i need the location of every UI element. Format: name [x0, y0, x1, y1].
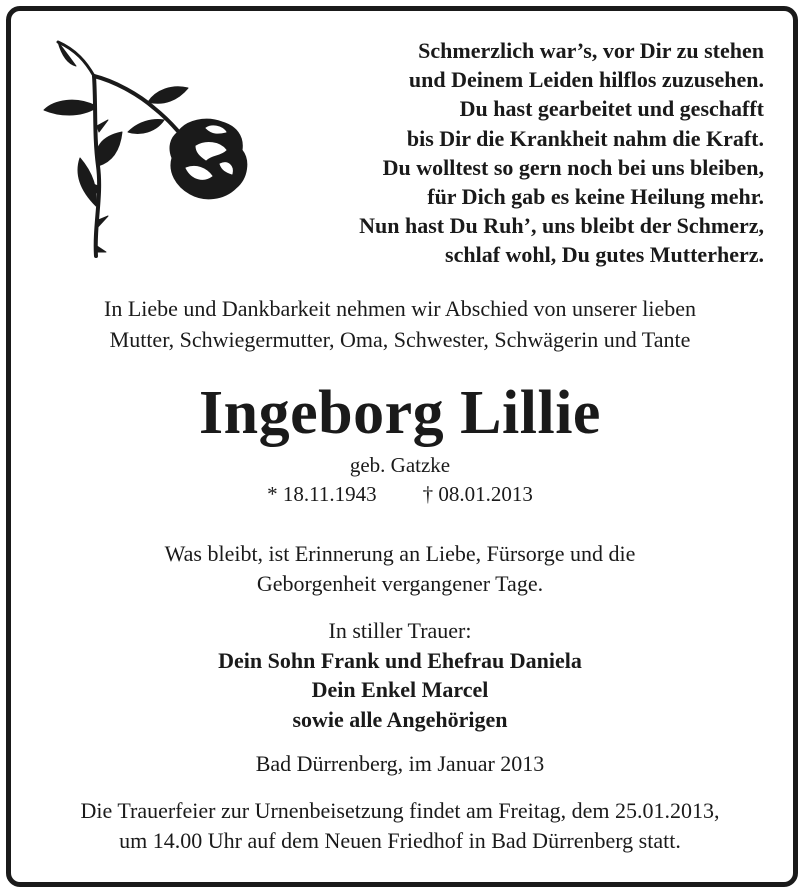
memorial-quote: [0, 539, 800, 598]
funeral-line: um 14.00 Uhr auf dem Neuen Friedhof in Bad Dürrenberg statt.: [119, 827, 681, 853]
rose-icon: [36, 36, 266, 266]
intro-text: [0, 293, 800, 355]
poem-line: Du wolltest so gern noch bei uns bleiben,: [382, 154, 764, 180]
poem: [244, 36, 764, 270]
quote-line: Was bleibt, ist Erinnerung an Liebe, Fürsorge und die: [164, 541, 636, 566]
mourner-line: Dein Enkel Marcel: [311, 677, 489, 702]
poem-line: bis Dir die Krankheit nahm die Kraft.: [406, 125, 764, 151]
quote-line: Geborgenheit vergangener Tage.: [256, 570, 544, 596]
mourner-line: Dein Sohn Frank und Ehefrau Daniela: [218, 647, 582, 673]
life-dates: [0, 481, 800, 507]
birth-date: * 18.11.1943: [267, 482, 377, 506]
poem-line: für Dich gab es keine Heilung mehr.: [427, 184, 764, 210]
mourning-heading: In stiller Trauer:: [328, 618, 472, 643]
death-date: † 08.01.2013: [422, 482, 533, 506]
place-date: Bad Dürrenberg, im Januar 2013: [255, 751, 545, 776]
funeral-line: Die Trauerfeier zur Urnenbeisetzung findet am Freitag, dem 25.01.2013,: [80, 798, 720, 823]
deceased-name: Ingeborg Lillie: [199, 379, 601, 447]
poem-line: Du hast gearbeitet und geschafft: [459, 96, 764, 122]
intro-line: In Liebe und Dankbarkeit nehmen wir Abschied von unserer lieben: [104, 296, 696, 321]
poem-line: Nun hast Du Ruh’, uns bleibt der Schmerz,: [359, 213, 764, 239]
poem-line: und Deinem Leiden hilflos zuzusehen.: [408, 67, 764, 93]
poem-line: Schmerzlich war’s, vor Dir zu stehen: [418, 38, 764, 63]
poem-line: schlaf wohl, Du gutes Mutterherz.: [445, 242, 764, 268]
intro-line: Mutter, Schwiegermutter, Oma, Schwester, Schwägerin und Tante: [109, 327, 691, 352]
mourners-section: [0, 616, 800, 734]
funeral-info: [0, 796, 800, 855]
mourner-line: sowie alle Angehörigen: [292, 706, 508, 732]
birth-name: geb. Gatzke: [349, 453, 451, 477]
